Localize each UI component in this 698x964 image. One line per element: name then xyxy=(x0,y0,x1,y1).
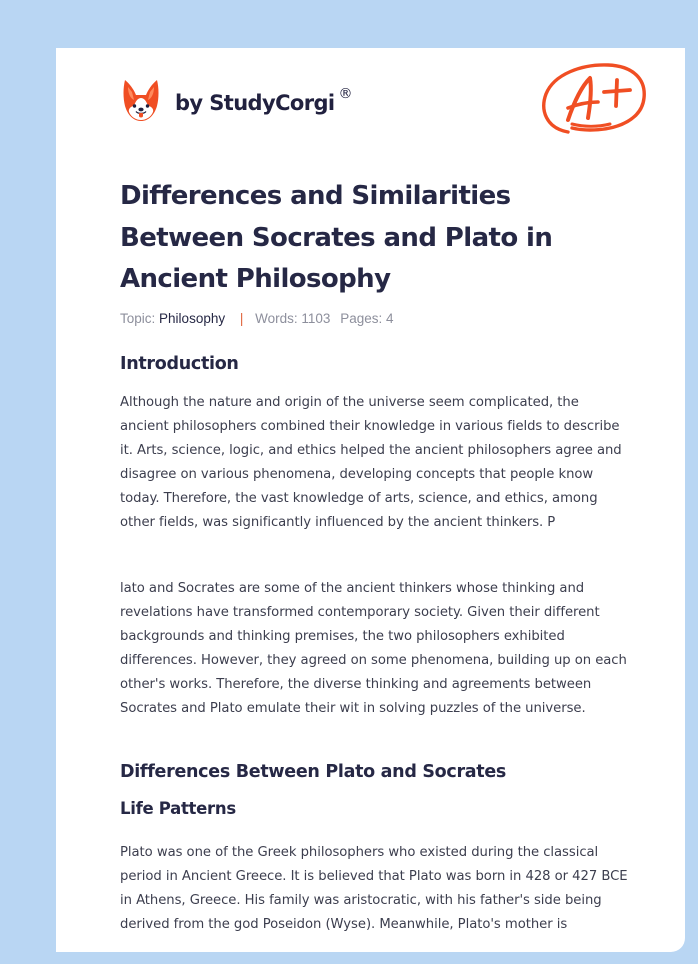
a-plus-grade-icon xyxy=(538,58,650,140)
topic-label: Topic: xyxy=(120,311,156,326)
brand-logo[interactable] xyxy=(122,76,353,124)
section-heading-introduction: Introduction xyxy=(120,354,239,374)
topic-link[interactable]: Philosophy xyxy=(159,311,226,326)
article-title: Differences and Similarities Between Socrates and Plato in Ancient Philosophy xyxy=(120,181,553,294)
section-heading-differences: Differences Between Plato and Socrates xyxy=(120,762,507,782)
word-count: Words: 1103 xyxy=(255,311,331,326)
registered-mark: ® xyxy=(338,86,353,102)
subsection-heading-life-patterns: Life Patterns xyxy=(120,799,236,818)
article-meta xyxy=(120,311,394,326)
page-count: Pages: 4 xyxy=(340,311,394,326)
meta-separator: | xyxy=(239,311,244,326)
paragraph: lato and Socrates are some of the ancient thinkers whose thinking and revelations have transformed contemporary society. Given their different backgrounds and thinking premises, the two philosophers exhibited differences. However, they agreed on some phenomena, building up on each other's works. Therefore, the diverse thinking and agreements between Socrates and Plato emulate their wit in solving puzzles of the universe. xyxy=(120,581,627,716)
paragraph: Although the nature and origin of the universe seem complicated, the ancient philosophers combined their knowledge in various fields to describe it. Arts, science, logic, and ethics helped the ancient philosophers agree and disagree on various phenomena, developing concepts that people know today. Therefore, the vast knowledge of arts, science, and ethics, among other fields, was significantly influenced by the ancient thinkers. P xyxy=(120,395,622,530)
corgi-icon xyxy=(122,78,160,122)
document-card xyxy=(56,48,685,952)
paragraph: Plato was one of the Greek philosophers who existed during the classical period in Ancient Greece. It is believed that Plato was born in 428 or 427 BCE in Athens, Greece. His family was aristocratic, with his father's side being derived from the god Poseidon (Wyse). Meanwhile, Plato's mother is xyxy=(120,845,628,932)
brand-name: by StudyCorgi xyxy=(175,91,335,115)
